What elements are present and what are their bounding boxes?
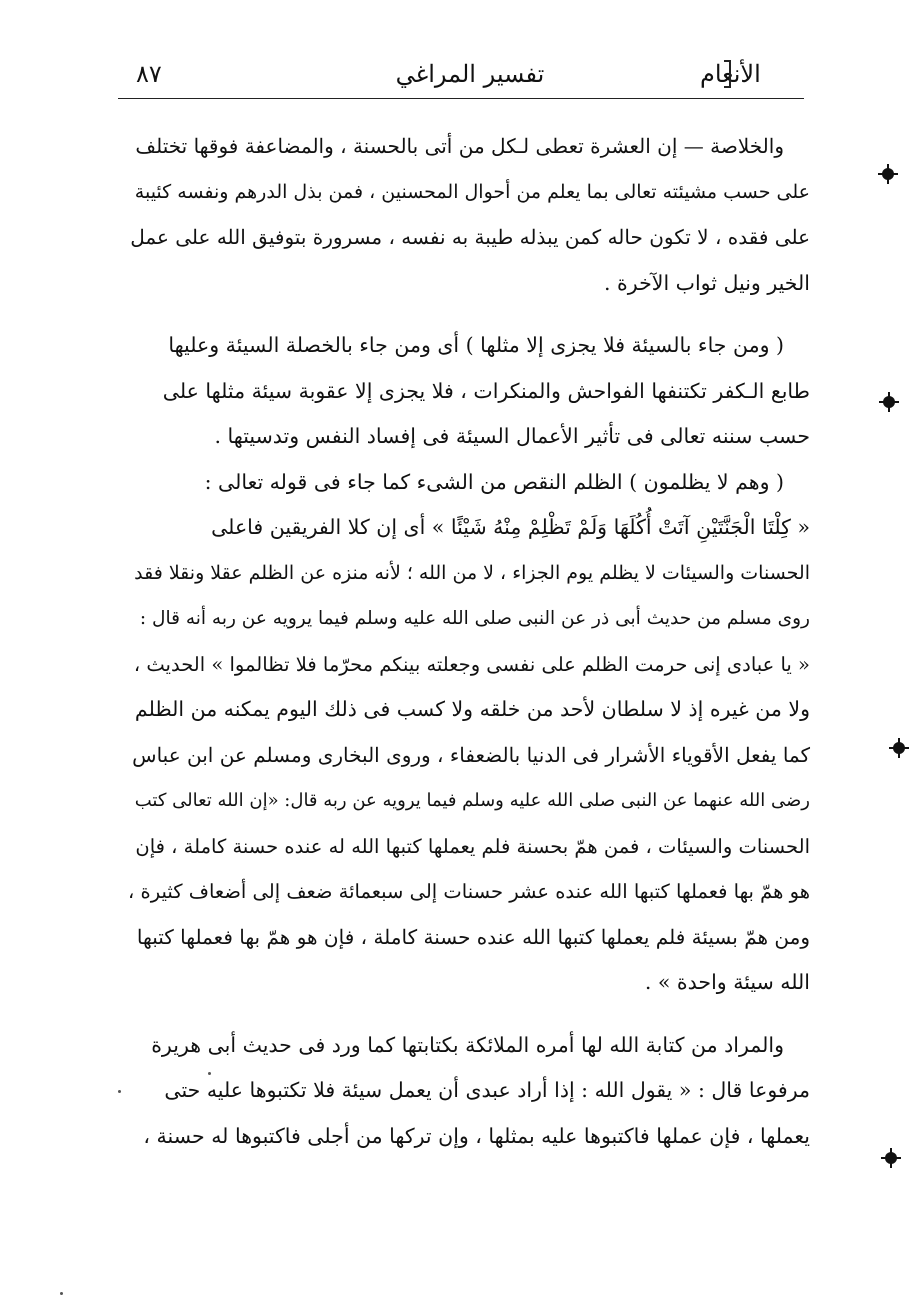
text-line: « كِلْتَا الْجَنَّتَيْنِ آتَتْ أُكُلَهَا وَلَمْ تَظْلِمْ مِنْهُ شَيْئًا » أى إن كلا الفريقين فاعلى bbox=[211, 515, 810, 539]
text-line: ( وهم لا يظلمون ) الظلم النقص من الشىء كما جاء فى قوله تعالى : bbox=[204, 469, 784, 494]
paragraph-summary bbox=[126, 124, 810, 306]
header-rule bbox=[118, 98, 804, 99]
text-line: ( ومن جاء بالسيئة فلا يجزى إلا مثلها ) أى ومن جاء بالخصلة السيئة وعليها bbox=[168, 333, 784, 357]
scan-speck bbox=[118, 1090, 121, 1093]
text-line: يعملها ، فإن عملها فاكتبوها عليه بمثلها ، وإن تركها من أجلى فاكتبوها له حسنة ، bbox=[143, 1123, 810, 1148]
text-line: الحسنات والسيئات ، فمن همّ بحسنة فلم يعملها كتبها الله له عنده حسنة كاملة ، فإن bbox=[135, 834, 810, 858]
paragraph-gap bbox=[126, 306, 810, 323]
paragraph-gap bbox=[126, 1006, 810, 1023]
paragraph-no-injustice bbox=[126, 460, 810, 1006]
text-line: كما يفعل الأقوياء الأشرار فى الدنيا بالضعفاء ، وروى البخارى ومسلم عن ابن عباس bbox=[132, 742, 810, 767]
text-line: على حسب مشيئته تعالى بما يعلم من أحوال المحسنين ، فمن بذل الدرهم ونفسه كئيبة bbox=[134, 180, 810, 203]
book-title: تفسير المراغي bbox=[395, 60, 545, 88]
surah-name: الأنعام bbox=[700, 60, 761, 88]
page-body bbox=[126, 124, 810, 1159]
text-line: روى مسلم من حديث أبى ذر عن النبى صلى الله عليه وسلم فيما يرويه عن ربه أنه قال : bbox=[139, 608, 810, 629]
binding-mark bbox=[885, 1152, 897, 1164]
text-line: ومن همّ بسيئة فلم يعملها كتبها الله عنده حسنة كاملة ، فإن هو همّ بها فعملها كتبها bbox=[136, 924, 810, 949]
paragraph-bad-deed bbox=[126, 323, 810, 460]
text-line: والمراد من كتابة الله لها أمره الملائكة بكتابتها كما ورد فى حديث أبى هريرة bbox=[151, 1032, 784, 1057]
text-line: مرفوعا قال : « يقول الله : إذا أراد عبدى أن يعمل سيئة فلا تكتبوها عليه حتى bbox=[164, 1078, 810, 1102]
header-bracket bbox=[724, 60, 731, 88]
binding-mark bbox=[883, 396, 895, 408]
page-number: ٨٧ bbox=[136, 60, 162, 88]
scan-speck bbox=[208, 1072, 211, 1075]
text-line: طابع الـكفر تكتنفها الفواحش والمنكرات ، فلا يجزى إلا عقوبة سيئة مثلها على bbox=[162, 378, 810, 403]
text-line: هو همّ بها فعملها كتبها الله عنده عشر حسنات إلى سبعمائة ضعف إلى أضعاف كثيرة ، bbox=[128, 880, 810, 903]
text-line: الحسنات والسيئات لا يظلم يوم الجزاء ، لا من الله ؛ لأنه منزه عن الظلم عقلا ونقلا فقد bbox=[134, 561, 810, 584]
text-line: « يا عبادى إنى حرمت الظلم على نفسى وجعلته بينكم محرّما فلا تظالموا » الحديث ، bbox=[133, 652, 810, 676]
text-line: والخلاصة — إن العشرة تعطى لـكل من أتى بالحسنة ، والمضاعفة فوقها تختلف bbox=[135, 134, 784, 158]
text-line: رضى الله عنهما عن النبى صلى الله عليه وسلم فيما يرويه عن ربه قال: «إن الله تعالى كتب bbox=[134, 790, 810, 811]
text-line: ولا من غيره إذ لا سلطان لأحد من خلقه ولا كسب فى ذلك اليوم يمكنه من الظلم bbox=[134, 697, 810, 721]
paragraph-recording bbox=[126, 1023, 810, 1160]
binding-mark bbox=[893, 742, 905, 754]
binding-mark bbox=[882, 168, 894, 180]
text-line: الخير ونيل ثواب الآخرة . bbox=[604, 270, 810, 295]
text-line: على فقده ، لا تكون حاله كمن يبذله طيبة به نفسه ، مسرورة بتوفيق الله على عمل bbox=[130, 225, 810, 249]
text-line: حسب سننه تعالى فى تأثير الأعمال السيئة فى إفساد النفس وتدسيتها . bbox=[214, 424, 810, 448]
text-line: الله سيئة واحدة » . bbox=[644, 970, 810, 994]
scan-speck bbox=[60, 1292, 63, 1295]
